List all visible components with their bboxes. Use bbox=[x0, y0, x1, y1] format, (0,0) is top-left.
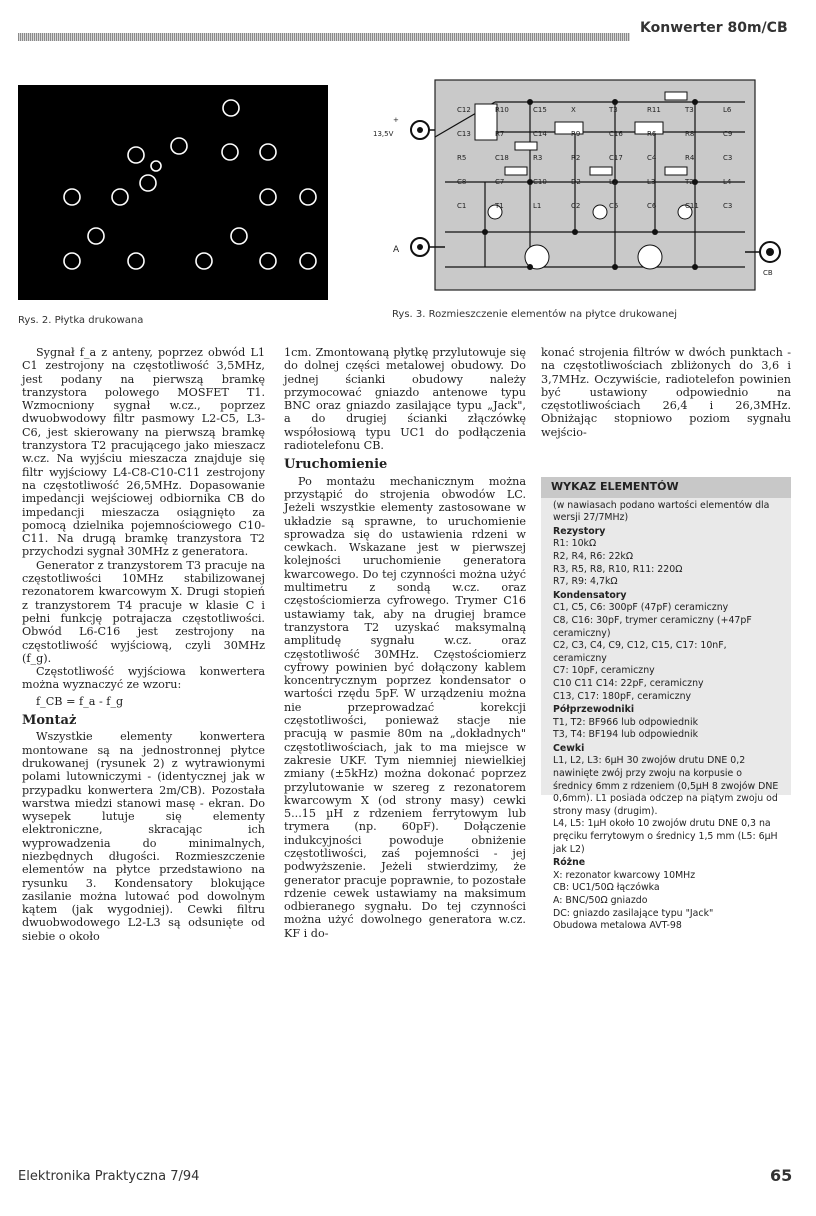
pcb-part-label: C10 bbox=[533, 178, 547, 186]
pcb-part-label: R5 bbox=[457, 154, 467, 162]
footer-magazine: Elektronika Praktyczna 7/94 bbox=[18, 1169, 200, 1184]
figure2-caption: Rys. 2. Płytka drukowana bbox=[18, 315, 144, 326]
paragraph: konać strojenia filtrów w dwóch punktach -na częstotliwościach zbliżonych do 3,6 i 3,7MHz. Oczywiście, radiotelefon powinien być ustawiony odpowiednio na częstotliwościach 26,4 i 26,3MHz. Obniżając stopniowo poziom sygnału wejścio- bbox=[541, 346, 791, 439]
pcb-part-label: R8 bbox=[685, 130, 695, 138]
pcb-part-label: C1 bbox=[457, 202, 467, 210]
pcb-voltage-label: 13,5V bbox=[373, 130, 394, 138]
pcb-part-label: R7 bbox=[495, 130, 505, 138]
page-header-title: Konwerter 80m/CB bbox=[640, 20, 788, 36]
pcb-part-label: R6 bbox=[647, 130, 657, 138]
pcb-part-label: R2 bbox=[571, 154, 581, 162]
pcb-part-label: C8 bbox=[457, 178, 467, 186]
pcb-plus-label: + bbox=[393, 116, 399, 124]
pcb-part-label: T1 bbox=[495, 202, 504, 210]
pcb-part-label: L6 bbox=[723, 106, 732, 114]
parts-item: R3, R5, R8, R10, R11: 220Ω bbox=[553, 563, 683, 575]
paragraph: Sygnał f_a z anteny, poprzez obwód L1 C1 zestrojony na częstotliwość 3,5MHz, jest podany na pierwszą bramkę tranzystora polowego MOSFET T1. Wzmocniony sygnał w.cz., poprzez dwuobwodowy filtr pasmowy L2-C5, L3-C6, jest skierowany na pierwszą bramkę tranzystora T2 pracującego jako mieszacz w.cz. Na wyjściu mieszacza znajduje się filtr wyjściowy L4-C8-C10-C11 zestrojony na częstotliwość 26,5MHz. Dopasowanie impedancji wejściowej odbiornika CB do impedancji mieszacza osiągnięto za pomocą dzielnika pojemnościowego C10-C11. Na drugą bramkę tranzystora T2 przychodzi sygnał 30MHz z generatora. bbox=[22, 346, 265, 559]
pcb-part-label: T3 bbox=[685, 106, 694, 114]
pcb-part-label: C4 bbox=[647, 154, 657, 162]
pcb-part-label: D2 bbox=[571, 178, 581, 186]
pcb-part-label: C6 bbox=[647, 202, 657, 210]
header-rule bbox=[18, 33, 630, 41]
pcb-part-label: C16 bbox=[609, 130, 623, 138]
parts-section-heading: Kondensatory bbox=[553, 589, 627, 601]
parts-item: R1: 10kΩ bbox=[553, 538, 597, 550]
parts-item: DC: gniazdo zasilające typu "Jack" bbox=[553, 907, 714, 919]
column-3 bbox=[541, 346, 791, 439]
pcb-part-label: C15 bbox=[533, 106, 547, 114]
paragraph: Po montażu mechanicznym można przystąpić do strojenia obwodów LC. Jeżeli wszystkie elementy zastosowane w układzie są sprawne, to uruchomienie sprowadza się do ustawienia rdzeni w cewkach. Wskazane jest w pierwszej kolejności uruchomienie generatora kwarcowego. Do tej czynności można użyć multimetru z sondą w.cz. oraz częstościomierza cyfrowego. Trymer C16 ustawiamy tak, aby na drugiej bramce tranzystora T2 uzyskać maksymalną amplitudę sygnału w.cz. oraz częstotliwość 30MHz. Częstościomierz cyfrowy powinien być dołączony kablem koncentrycznym poprzez kondensator o wartości rzędu 5pF. W urządzeniu można nie przeprowadzać korekcji częstotliwości, ponieważ stacje nie pracują w pasmie 80m na „dokładnych" częstotliwościach, jak to ma miejsce w zakresie UKF. Tym niemniej niewielkiej zmiany (±5kHz) można dokonać poprzez przylutowanie w szereg z rezonatorem kwarcowym X (od strony masy) cewki 5...15 µH z rdzeniem ferrytowym lub trymera (np. 60pF). Dołączenie indukcyjności powoduje obniżenie częstotliwości, zaś pojemności - jej podwyższenie. Jeżeli stwierdzimy, że generator pracuje poprawnie, to pozostałe rdzenie cewek ustawiamy na maksimum odbieranego sygnału. Do tej czynności można użyć dowolnego generatora w.cz. KF i do- bbox=[284, 474, 526, 940]
pcb-cb-label: CB bbox=[763, 269, 773, 277]
parts-section-heading: Rezystory bbox=[553, 525, 606, 537]
pcb-part-label: R9 bbox=[571, 130, 581, 138]
parts-item: CB: UC1/50Ω łączówka bbox=[553, 882, 660, 894]
parts-item: L4, L5: 1µH około 10 zwojów drutu DNE 0,3 na pręciku ferrytowym o średnicy 1,5 mm (L5: 6µH jak L2) bbox=[553, 818, 778, 855]
pcb-part-label: C5 bbox=[609, 202, 619, 210]
parts-item: A: BNC/50Ω gniazdo bbox=[553, 895, 648, 906]
page-number: 65 bbox=[770, 1166, 793, 1185]
parts-item: C10 C11 C14: 22pF, ceramiczny bbox=[553, 677, 704, 689]
column-2 bbox=[284, 346, 526, 940]
paragraph: 1cm. Zmontowaną płytkę przylutowuje się do dolnej części metalowej obudowy. Do jednej ścianki obudowy należy przymocować gniazdo antenowe typu BNC oraz gniazdo zasilające typu „Jack", a do drugiej ścianki złączówkę współosiową typu UC1 do podłączenia radiotelefonu CB. bbox=[284, 346, 526, 453]
pcb-part-label: C13 bbox=[457, 130, 471, 138]
section-heading: Montaż bbox=[22, 713, 77, 729]
pcb-part-label: C14 bbox=[533, 130, 547, 138]
pcb-part-label: C18 bbox=[495, 154, 509, 162]
parts-item: L1, L2, L3: 6µH 30 zwojów drutu DNE 0,2 nawinięte zwój przy zwoju na korpusie o średnicy 6mm z rdzeniem (0,5µH 8 zwojów DNE 0,6mm). L1 posiada odczep na piątym zwoju od strony masy (drugim). bbox=[553, 755, 779, 817]
pcb-part-label: L3 bbox=[647, 178, 656, 186]
pcb-part-label: T3 bbox=[609, 106, 618, 114]
pcb-part-label: R10 bbox=[495, 106, 509, 114]
pcb-part-label: C17 bbox=[609, 154, 623, 162]
section-heading: Uruchomienie bbox=[284, 457, 388, 473]
pcb-part-label: C3 bbox=[723, 154, 733, 162]
parts-item: T3, T4: BF194 lub odpowiednik bbox=[553, 729, 698, 741]
pcb-part-label: T2 bbox=[685, 178, 694, 186]
component-layout-drawing bbox=[365, 72, 785, 302]
pcb-part-label: C7 bbox=[495, 178, 505, 186]
paragraph: Częstotliwość wyjściowa konwertera można wyznaczyć ze wzoru: bbox=[22, 665, 265, 692]
parts-section-heading: Różne bbox=[553, 857, 586, 869]
formula: f_CB = f_a - f_g bbox=[36, 694, 124, 708]
pcb-figure bbox=[18, 85, 328, 300]
parts-item: R7, R9: 4,7kΩ bbox=[553, 576, 618, 588]
pcb-part-label: R4 bbox=[685, 154, 695, 162]
paragraph: Generator z tranzystorem T3 pracuje na częstotliwości 10MHz stabilizowanej rezonatorem kwarcowym X. Drugi stopień z tranzystorem T4 pracuje w klasie C i pełni funkcję potrajacza częstotliwości. Obwód L6-C16 jest zestrojony na częstotliwość wyjściową, czyli 30MHz (f_g). bbox=[22, 558, 265, 665]
pcb-part-label: C3 bbox=[723, 202, 733, 210]
figure3-caption: Rys. 3. Rozmieszczenie elementów na płytce drukowanej bbox=[392, 309, 678, 320]
pcb-part-label: L4 bbox=[723, 178, 732, 186]
component-layout-figure bbox=[365, 72, 785, 302]
pcb-part-label: R11 bbox=[647, 106, 661, 114]
parts-item: C7: 10pF, ceramiczny bbox=[553, 665, 655, 677]
parts-item: X: rezonator kwarcowy 10MHz bbox=[553, 869, 696, 881]
parts-item: C2, C3, C4, C9, C12, C15, C17: 10nF, ceramiczny bbox=[553, 640, 727, 664]
parts-item: C1, C5, C6: 300pF (47pF) ceramiczny bbox=[553, 602, 729, 614]
pcb-holes-drawing bbox=[18, 85, 328, 300]
pcb-part-label: L2 bbox=[609, 178, 618, 186]
parts-list-box bbox=[541, 477, 791, 932]
parts-list-sections bbox=[541, 526, 791, 933]
parts-item: C13, C17: 180pF, ceramiczny bbox=[553, 690, 692, 702]
parts-section-heading: Cewki bbox=[553, 742, 585, 754]
paragraph: Wszystkie elementy konwertera montowane są na jednostronnej płytce drukowanej (rysunek 2) z wytrawionymi polami lutowniczymi - (identycznej jak w przypadku konwertera 2m/CB). Pozostała warstwa miedzi stanowi masę - ekran. Do wysepek lutuje się elementy elektroniczne, skracając ich wyprowadzenia do minimalnych, niezbędnych długości. Rozmieszczenie elementów na płytce przedstawiono na rysunku 3. Kondensatory blokujące zasilanie można lutować pod dowolnym kątem (jak wygodniej). Cewki filtru dwuobwodowego L2-L3 są odsunięte od siebie o około bbox=[22, 730, 265, 943]
parts-item: T1, T2: BF966 lub odpowiednik bbox=[553, 716, 698, 728]
parts-item: Obudowa metalowa AVT-98 bbox=[553, 920, 682, 932]
pcb-part-label: C12 bbox=[457, 106, 471, 114]
pcb-part-label: R3 bbox=[533, 154, 543, 162]
parts-list-title: WYKAZ ELEMENTÓW bbox=[541, 477, 791, 498]
parts-item: C8, C16: 30pF, trymer ceramiczny (+47pF ceramiczny) bbox=[553, 614, 752, 639]
parts-list-subtitle: (w nawiasach podano wartości elementów dla wersji 27/7MHz) bbox=[553, 499, 770, 524]
parts-item: R2, R4, R6: 22kΩ bbox=[553, 550, 634, 562]
pcb-antenna-label: A bbox=[393, 245, 400, 255]
pcb-part-label: L1 bbox=[533, 202, 542, 210]
pcb-part-label: C2 bbox=[571, 202, 581, 210]
column-1 bbox=[22, 346, 265, 943]
parts-section-heading: Półprzewodniki bbox=[553, 704, 635, 716]
pcb-part-label: C9 bbox=[723, 130, 733, 138]
pcb-part-label: C11 bbox=[685, 202, 699, 210]
pcb-part-label: X bbox=[571, 106, 576, 114]
